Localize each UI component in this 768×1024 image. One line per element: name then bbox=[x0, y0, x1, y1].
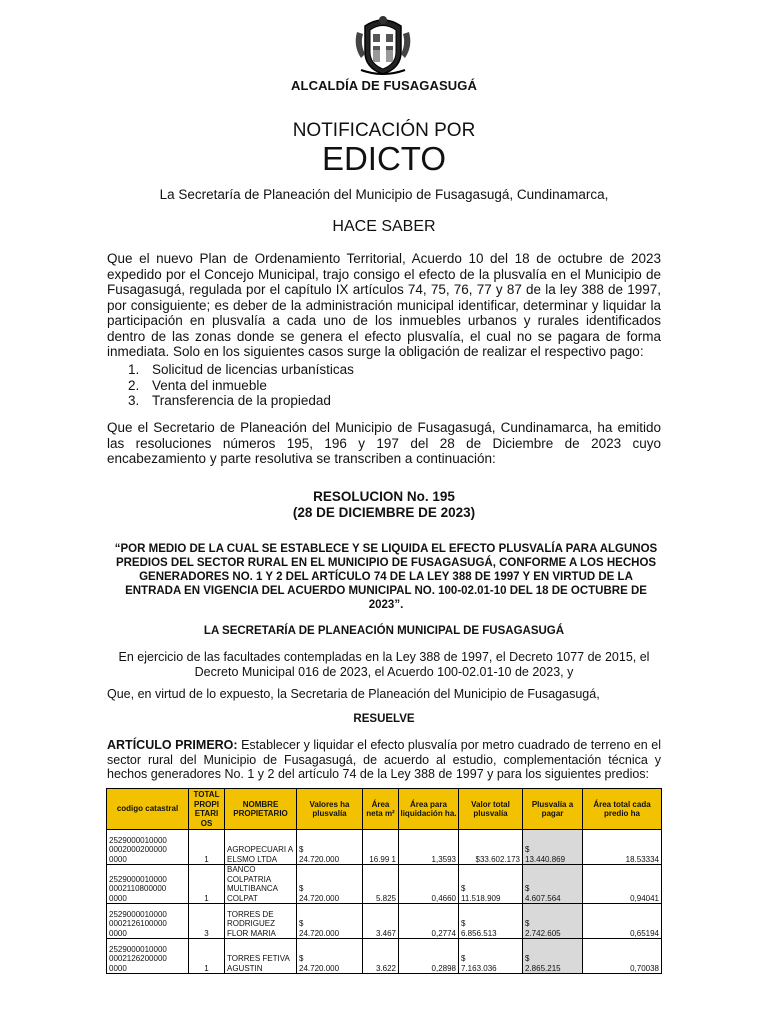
intro-line: La Secretaría de Planeación del Municipio de Fusagasugá, Cundinamarca, bbox=[159, 187, 609, 202]
cell-area-liq: 1,3593 bbox=[399, 830, 459, 865]
cell-area-liq: 0,4660 bbox=[399, 865, 459, 904]
articulo-text: Establecer y liquidar el efecto plusvalía por metro cuadrado de terreno en el sector rural del Municipio de Fusagasugá, de acuerdo al estudio, complementación técnica y hechos generadores No. 1 y 2 del artículo 74 de la Ley 388 de 1997 y para los siguientes predios: bbox=[107, 738, 661, 781]
table-row bbox=[107, 939, 662, 974]
ejercicio-paragraph: En ejercicio de las facultades contempladas en la Ley 388 de 1997, el Decreto 1077 de 2015, el Decreto Municipal 016 de 2023, el Acuerdo 100-02.01-10 de 2023, y bbox=[118, 650, 650, 679]
notification-title: NOTIFICACIÓN POR bbox=[292, 120, 476, 141]
cell-area-neta: 3.622 bbox=[363, 939, 399, 974]
col-header: Área para liquidación ha. bbox=[399, 789, 459, 830]
cell-codigo: 2529000010000 0002126100000 0000 bbox=[107, 904, 189, 939]
list-item: 3. Transferencia de la propiedad bbox=[128, 393, 331, 408]
cell-valor-ha: $ 24.720.000 bbox=[297, 939, 363, 974]
col-header: Área neta m² bbox=[363, 789, 399, 830]
cell-plusvalia: $ 2.742.605 bbox=[523, 904, 583, 939]
col-header: codigo catastral bbox=[107, 789, 189, 830]
paragraph-resolutions: Que el Secretario de Planeación del Municipio de Fusagasugá, Cundinamarca, ha emitido las resoluciones números 195, 196 y 197 del 28 de Diciembre de 2023 cuyo encabezamiento y parte resolutiva se transcriben a continuación: bbox=[107, 420, 661, 466]
cell-total: 1 bbox=[189, 939, 225, 974]
cell-plusvalia: $ 4.607.564 bbox=[523, 865, 583, 904]
cell-area-liq: 0,2774 bbox=[399, 904, 459, 939]
resolution-quote: “POR MEDIO DE LA CUAL SE ESTABLECE Y SE LIQUIDA EL EFECTO PLUSVALÍA PARA ALGUNOS PREDIOS DEL SECTOR RURAL EN EL MUNICIPIO DE FUSAGASUGÁ, CONFORME A LOS HECHOS GENERADORES NO. 1 Y 2 DEL ARTÍCULO 74 DE LA LEY 388 DE 1997 Y EN VIRTUD DE LA ENTRADA EN VIGENCIA DEL ACUERDO MUNICIPAL NO. 100-02.01-10 DEL 18 DE OCTUBRE DE 2023”. bbox=[114, 543, 658, 611]
table-row bbox=[107, 865, 662, 904]
resolution-date: (28 DE DICIEMBRE DE 2023) bbox=[292, 505, 476, 520]
cell-nombre: BANCO COLPATRIA MULTIBANCA COLPAT bbox=[225, 865, 297, 904]
cell-area-neta: 16.99 1 bbox=[363, 830, 399, 865]
cell-nombre: AGROPECUARI A ELSMO LTDA bbox=[225, 830, 297, 865]
resuelve-heading: RESUELVE bbox=[353, 713, 415, 725]
col-header: NOMBRE PROPIETARIO bbox=[225, 789, 297, 830]
list-item: 2. Venta del inmueble bbox=[128, 377, 267, 393]
cell-plusvalia: $ 2.865.215 bbox=[523, 939, 583, 974]
coat-of-arms-icon bbox=[351, 12, 415, 78]
table-header-row bbox=[107, 789, 662, 830]
cell-valor-total: $ 7.163.036 bbox=[459, 939, 523, 974]
secretaria-heading: LA SECRETARÍA DE PLANEACIÓN MUNICIPAL DE FUSAGASUGÁ bbox=[203, 625, 565, 637]
cases-list bbox=[128, 362, 354, 409]
articulo-primero bbox=[107, 738, 661, 782]
paragraph-plan: Que el nuevo Plan de Ordenamiento Territorial, Acuerdo 10 del 18 de octubre de 2023 expedido por el Concejo Municipal, trajo consigo el efecto de la plusvalía en el Municipio de Fusagasugá, regulada por el capítulo IX artículos 74, 75, 76, 77 y 87 de la ley 388 de 1997, por consiguiente; es deber de la administración municipal identificar, determinar y liquidar la participación en plusvalía a cada uno de los inmuebles urbanos y rurales identificados dentro de las zonas donde se genera el efecto plusvalía, el cual no se pagara de forma inmediata. Solo en los siguientes casos surge la obligación de realizar el respectivo pago: bbox=[107, 251, 661, 359]
cell-codigo: 2529000010000 0002126200000 0000 bbox=[107, 939, 189, 974]
cell-valor-ha: $ 24.720.000 bbox=[297, 830, 363, 865]
resolution-heading bbox=[0, 489, 768, 521]
cell-codigo: 2529000010000 0002110800000 0000 bbox=[107, 865, 189, 904]
cell-area-total: 0,70038 bbox=[583, 939, 662, 974]
cell-valor-ha: $ 24.720.000 bbox=[297, 904, 363, 939]
cell-nombre: TORRES DE RODRIGUEZ FLOR MARIA bbox=[225, 904, 297, 939]
col-header: Valor total plusvalía bbox=[459, 789, 523, 830]
cell-area-total: 0,94041 bbox=[583, 865, 662, 904]
cell-total: 3 bbox=[189, 904, 225, 939]
cell-plusvalia: $ 13.440.869 bbox=[523, 830, 583, 865]
col-header: TOTAL PROPI ETARI OS bbox=[189, 789, 225, 830]
que-paragraph: Que, en virtud de lo expuesto, la Secretaria de Planeación del Municipio de Fusagasugá, bbox=[107, 687, 600, 701]
cell-total: 1 bbox=[189, 830, 225, 865]
predios-table bbox=[106, 788, 662, 974]
cell-area-liq: 0,2898 bbox=[399, 939, 459, 974]
cell-area-total: 18.53334 bbox=[583, 830, 662, 865]
hace-saber-heading: HACE SABER bbox=[332, 218, 436, 235]
cell-area-neta: 5.825 bbox=[363, 865, 399, 904]
articulo-label: ARTÍCULO PRIMERO: bbox=[107, 738, 238, 752]
table-row bbox=[107, 904, 662, 939]
resolution-number: RESOLUCION No. 195 bbox=[313, 489, 455, 504]
cell-valor-total: $ 6.856.513 bbox=[459, 904, 523, 939]
cell-total: 1 bbox=[189, 865, 225, 904]
cell-nombre: TORRES FETIVA AGUSTIN bbox=[225, 939, 297, 974]
cell-valor-total: $33.602.173 bbox=[459, 830, 523, 865]
col-header: Área total cada predio ha bbox=[583, 789, 662, 830]
col-header: Plusvalía a pagar bbox=[523, 789, 583, 830]
cell-area-neta: 3.467 bbox=[363, 904, 399, 939]
cell-valor-total: $ 11.518.909 bbox=[459, 865, 523, 904]
table-row bbox=[107, 830, 662, 865]
cell-valor-ha: $ 24.720.000 bbox=[297, 865, 363, 904]
cell-area-total: 0,65194 bbox=[583, 904, 662, 939]
cell-codigo: 2529000010000 0002000200000 0000 bbox=[107, 830, 189, 865]
list-item: 1. Solicitud de licencias urbanísticas bbox=[128, 362, 354, 377]
edict-title: EDICTO bbox=[321, 140, 447, 177]
alcaldia-name: ALCALDÍA DE FUSAGASUGÁ bbox=[291, 78, 477, 93]
col-header: Valores ha plusvalía bbox=[297, 789, 363, 830]
